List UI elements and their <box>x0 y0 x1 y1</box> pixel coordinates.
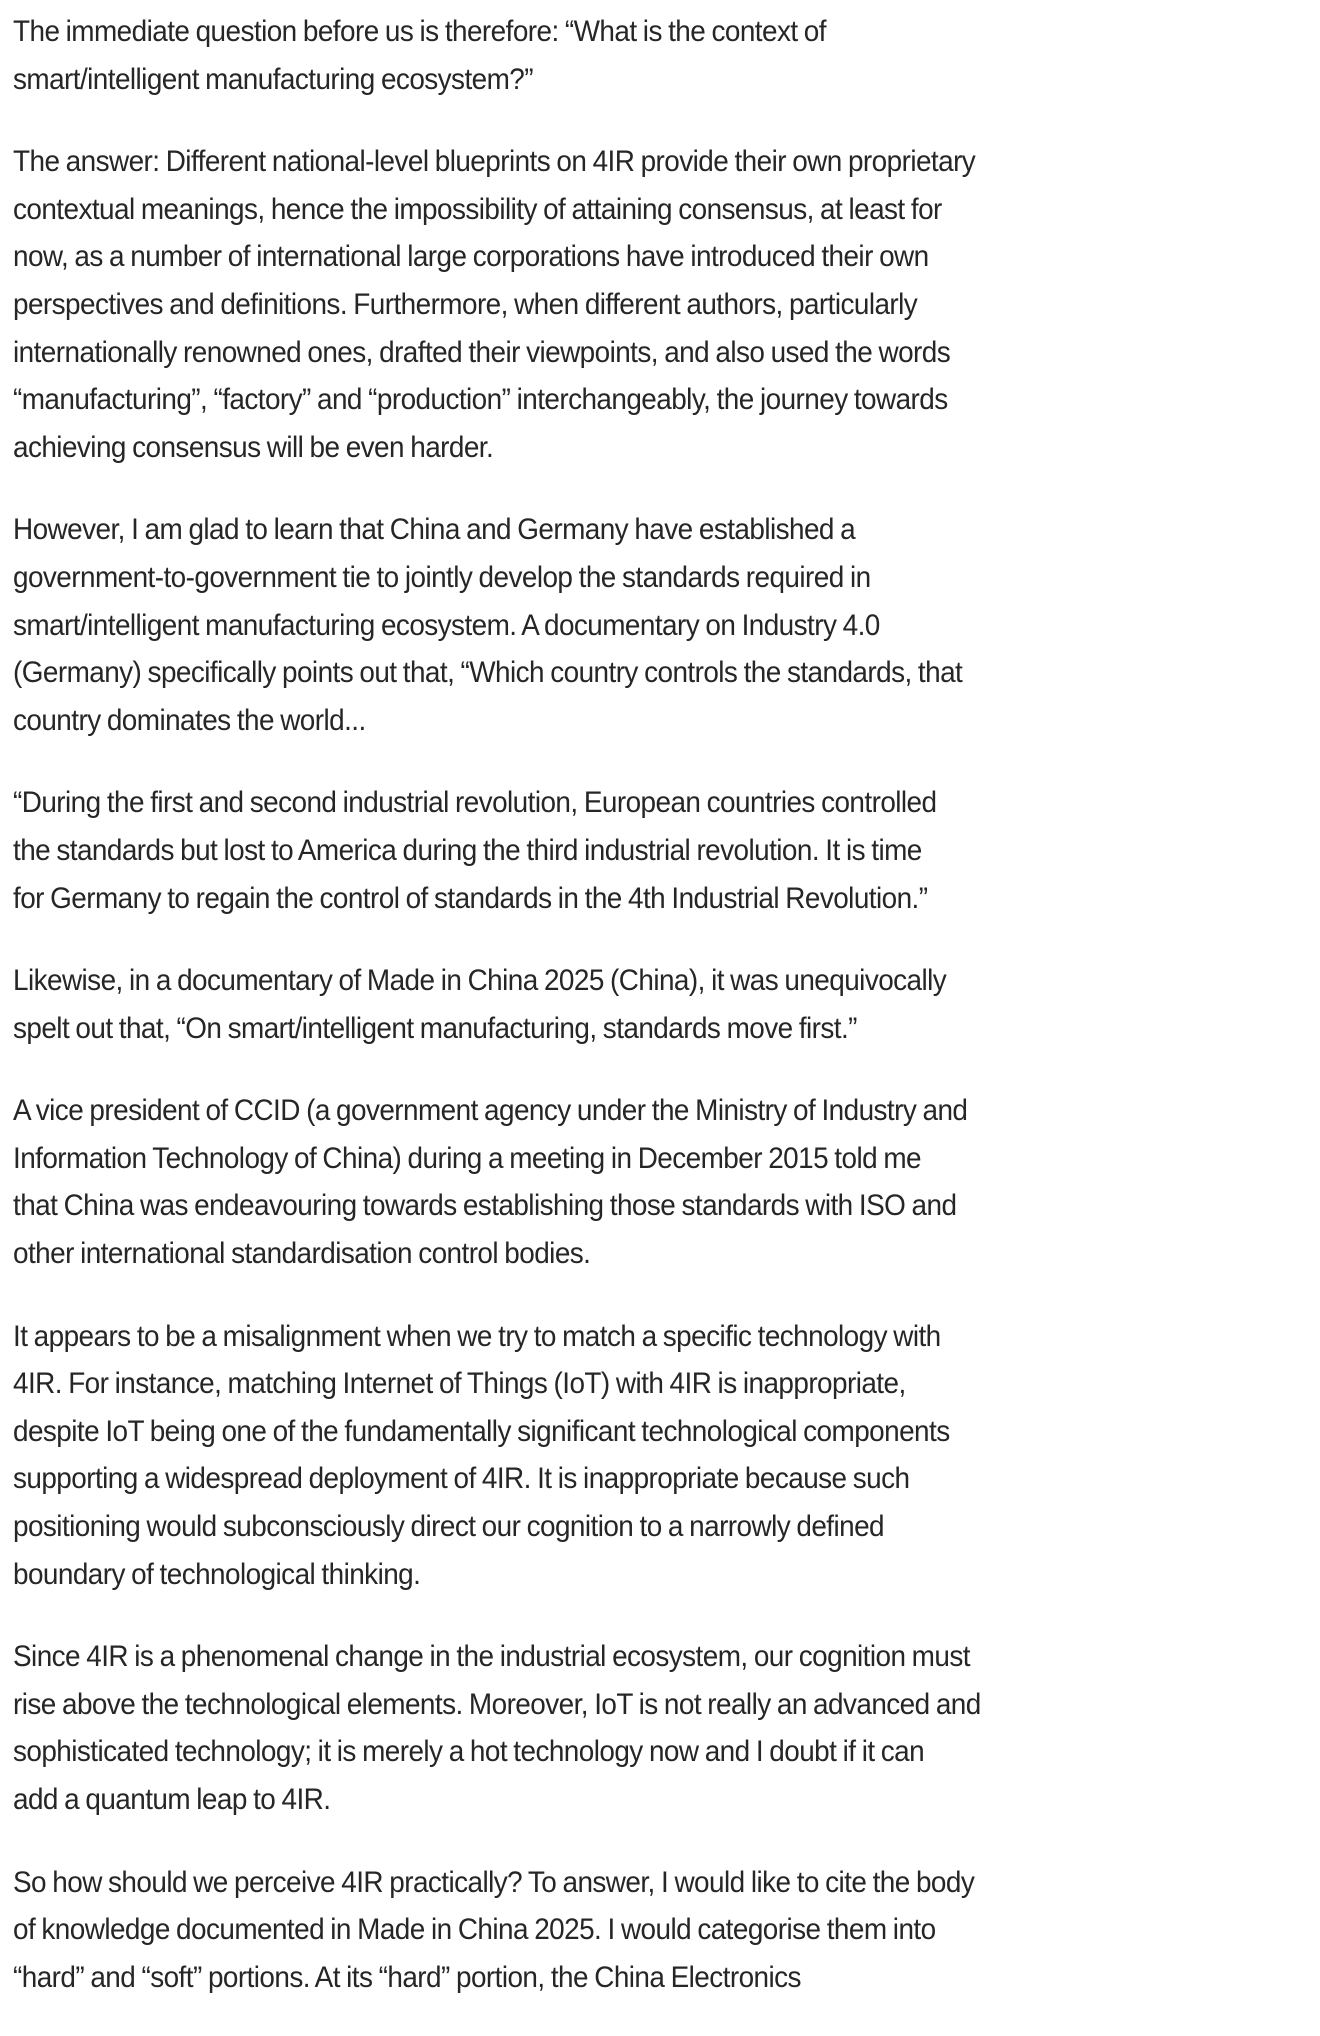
text-line: supporting a widespread deployment of 4IR. It is inappropriate because such <box>13 1462 910 1496</box>
text-line: the standards but lost to America during the third industrial revolution. It is time <box>13 833 922 867</box>
paragraph <box>13 8 1313 103</box>
paragraph <box>13 957 1313 1052</box>
paragraph <box>13 506 1313 744</box>
text-line: positioning would subconsciously direct our cognition to a narrowly defined <box>13 1510 885 1544</box>
text-line: internationally renowned ones, drafted their viewpoints, and also used the words <box>13 335 951 369</box>
text-line: “hard” and “soft” portions. At its “hard” portion, the China Electronics <box>13 1960 801 1994</box>
text-line: (Germany) specifically points out that, “Which country controls the standards, that <box>13 656 963 690</box>
paragraph <box>13 138 1313 471</box>
text-line: The immediate question before us is therefore: “What is the context of <box>13 15 826 48</box>
text-line: add a quantum leap to 4IR. <box>13 1783 331 1816</box>
text-line: spelt out that, “On smart/intelligent manufacturing, standards move first.” <box>13 1011 857 1045</box>
text-line: for Germany to regain the control of standards in the 4th Industrial Revolution.” <box>13 881 928 915</box>
text-line: Information Technology of China) during a meeting in December 2015 told me <box>13 1141 921 1175</box>
text-line: smart/intelligent manufacturing ecosystem. A documentary on Industry 4.0 <box>13 608 880 642</box>
text-line: government-to-government tie to jointly develop the standards required in <box>13 560 871 594</box>
text-line: of knowledge documented in Made in China 2025. I would categorise them into <box>13 1913 936 1947</box>
text-line: sophisticated technology; it is merely a hot technology now and I doubt if it can <box>13 1735 925 1769</box>
text-line: Since 4IR is a phenomenal change in the industrial ecosystem, our cognition must <box>13 1640 970 1674</box>
text-line: rise above the technological elements. Moreover, IoT is not really an advanced and <box>13 1687 981 1721</box>
paragraph <box>13 1087 1313 1277</box>
text-line: that China was endeavouring towards establishing those standards with ISO and <box>13 1189 957 1223</box>
paragraph <box>13 1859 1313 2002</box>
text-line: now, as a number of international large corporations have introduced their own <box>13 240 929 274</box>
text-line: Likewise, in a documentary of Made in China 2025 (China), it was unequivocally <box>13 964 947 998</box>
text-line: It appears to be a misalignment when we try to match a specific technology with <box>13 1319 941 1353</box>
paragraph <box>13 1633 1313 1823</box>
text-line: A vice president of CCID (a government agency under the Ministry of Industry and <box>13 1094 968 1128</box>
text-line: “manufacturing”, “factory” and “production” interchangeably, the journey towards <box>13 383 948 417</box>
text-line: boundary of technological thinking. <box>13 1557 421 1591</box>
text-line: other international standardisation control bodies. <box>13 1237 591 1271</box>
text-line: However, I am glad to learn that China and Germany have established a <box>13 513 856 547</box>
paragraph <box>13 1313 1313 1599</box>
text-line: achieving consensus will be even harder. <box>13 430 494 464</box>
text-line: contextual meanings, hence the impossibility of attaining consensus, at least for <box>13 192 942 226</box>
text-line: 4IR. For instance, matching Internet of Things (IoT) with 4IR is inappropriate, <box>13 1367 906 1401</box>
text-line: perspectives and definitions. Furthermore, when different authors, particularly <box>13 287 918 321</box>
text-line: country dominates the world... <box>13 703 366 737</box>
text-line: The answer: Different national-level blueprints on 4IR provide their own proprietary <box>13 145 976 179</box>
document-page <box>13 8 1313 2036</box>
text-line: So how should we perceive 4IR practically? To answer, I would like to cite the body <box>13 1865 975 1899</box>
text-line: despite IoT being one of the fundamentally significant technological components <box>13 1414 950 1448</box>
text-line: smart/intelligent manufacturing ecosystem?” <box>13 62 533 96</box>
text-line: “During the first and second industrial revolution, European countries controlled <box>13 786 937 820</box>
paragraph <box>13 779 1313 922</box>
